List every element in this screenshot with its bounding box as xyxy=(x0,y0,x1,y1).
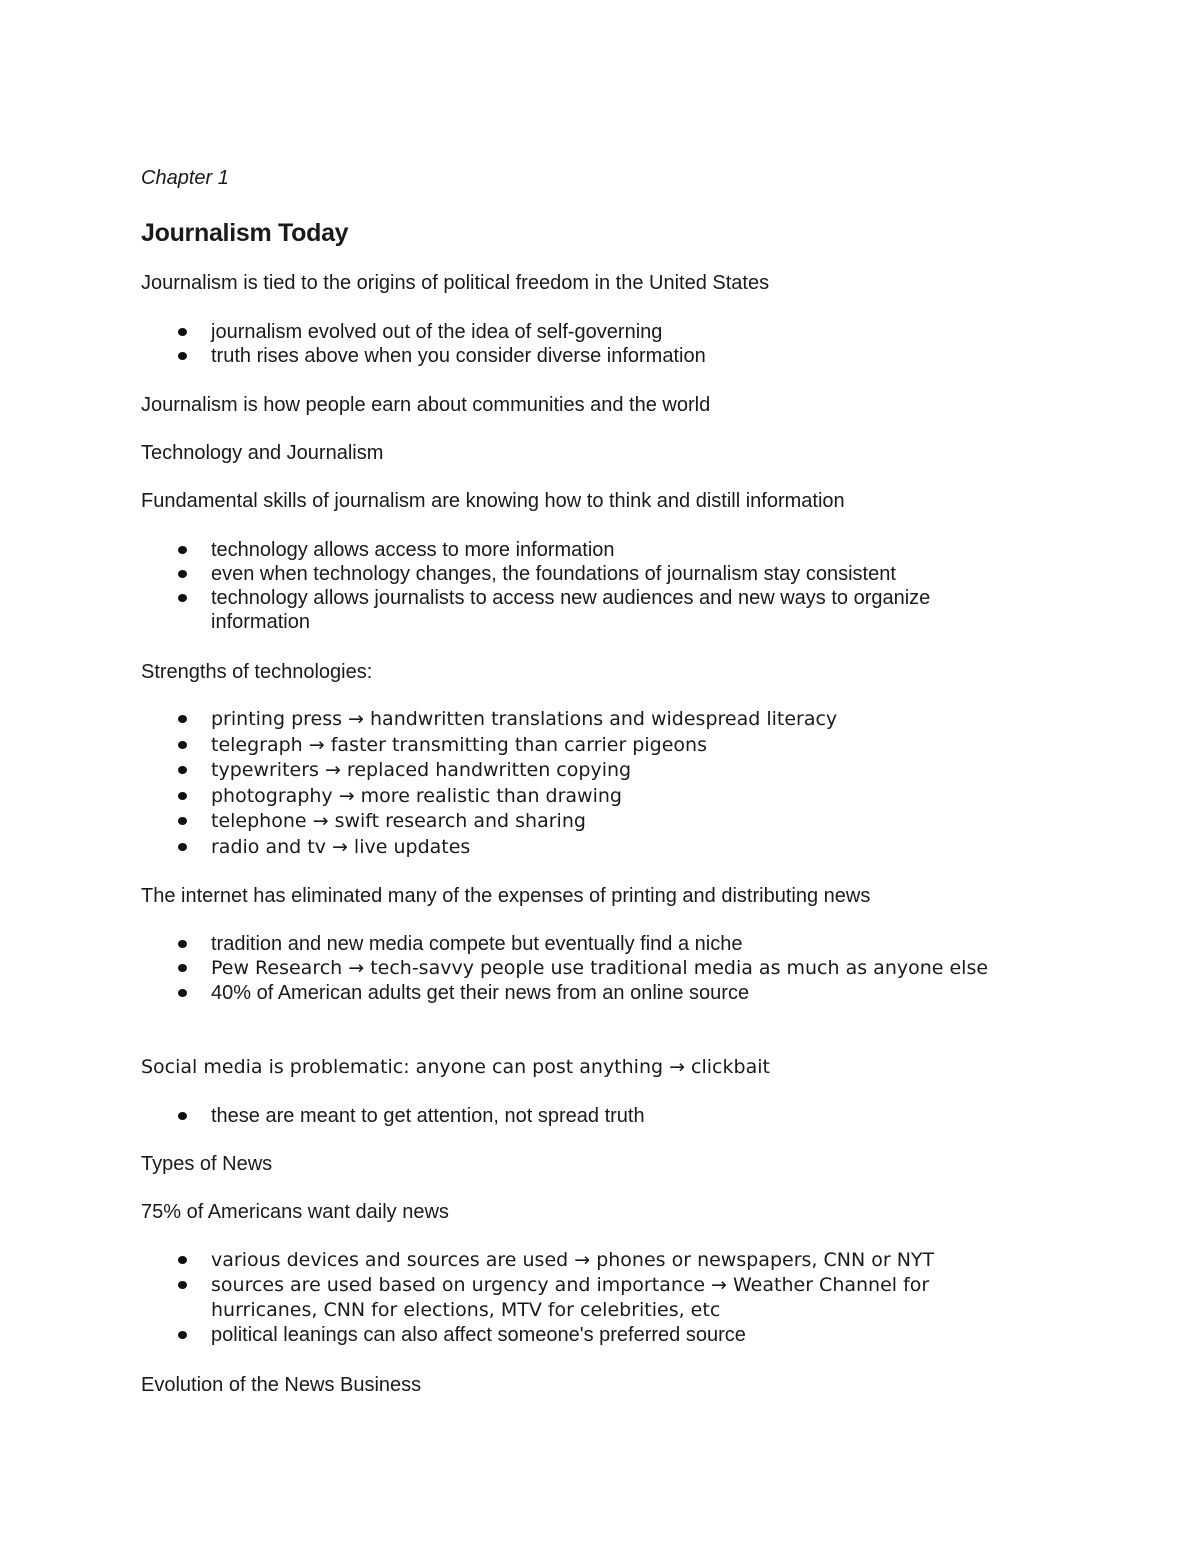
bullet-icon xyxy=(178,546,187,554)
list-item: typewriters → replaced handwritten copying xyxy=(0,758,1200,784)
list-item: technology allows access to more information xyxy=(0,538,1200,562)
list-item: technology allows journalists to access new audiences and new ways to organize information xyxy=(0,586,1200,634)
list-item: tradition and new media compete but eventually find a niche xyxy=(0,932,1200,956)
bullet-icon xyxy=(178,715,187,723)
bullet-list-social-media xyxy=(0,1104,1200,1128)
page-title: Journalism Today xyxy=(141,219,349,247)
bullet-list-sources xyxy=(0,1248,1200,1347)
bullet-icon xyxy=(178,843,187,851)
bullet-icon xyxy=(178,817,187,825)
bullet-icon xyxy=(178,328,187,336)
bullet-icon xyxy=(178,1112,187,1120)
list-item: telegraph → faster transmitting than carrier pigeons xyxy=(0,733,1200,759)
bullet-list-internet xyxy=(0,932,1200,1005)
chapter-label: Chapter 1 xyxy=(141,167,229,189)
list-item: these are meant to get attention, not spread truth xyxy=(0,1104,1200,1128)
bullet-icon xyxy=(178,570,187,578)
list-item: political leanings can also affect someone's preferred source xyxy=(0,1323,1200,1347)
bullet-icon xyxy=(178,940,187,948)
paragraph-political-freedom: Journalism is tied to the origins of political freedom in the United States xyxy=(141,272,770,294)
paragraph-daily-news: 75% of Americans want daily news xyxy=(141,1201,449,1223)
section-heading-types-of-news: Types of News xyxy=(141,1153,273,1175)
list-item: printing press → handwritten translations and widespread literacy xyxy=(0,707,1200,733)
list-item: photography → more realistic than drawing xyxy=(0,784,1200,810)
bullet-icon xyxy=(178,1281,187,1289)
bullet-icon xyxy=(178,1256,187,1264)
list-item: sources are used based on urgency and importance → Weather Channel for hurricanes, CNN for elections, MTV for celebrities, etc xyxy=(0,1273,1200,1323)
bullet-icon xyxy=(178,741,187,749)
bullet-icon xyxy=(178,1331,187,1339)
bullet-icon xyxy=(178,594,187,602)
list-item: truth rises above when you consider diverse information xyxy=(0,344,1200,368)
list-item: radio and tv → live updates xyxy=(0,835,1200,861)
bullet-icon xyxy=(178,792,187,800)
bullet-list-strengths xyxy=(0,707,1200,860)
list-item: journalism evolved out of the idea of self-governing xyxy=(0,320,1200,344)
paragraph-fundamental-skills: Fundamental skills of journalism are knowing how to think and distill information xyxy=(141,490,845,512)
paragraph-social-media: Social media is problematic: anyone can post anything → clickbait xyxy=(141,1056,770,1078)
paragraph-communities: Journalism is how people earn about communities and the world xyxy=(141,394,711,416)
list-item: even when technology changes, the foundations of journalism stay consistent xyxy=(0,562,1200,586)
list-item: Pew Research → tech-savvy people use traditional media as much as anyone else xyxy=(0,956,1200,981)
list-item: 40% of American adults get their news from an online source xyxy=(0,981,1200,1005)
bullet-icon xyxy=(178,964,187,972)
paragraph-strengths: Strengths of technologies: xyxy=(141,661,373,683)
bullet-icon xyxy=(178,352,187,360)
section-heading-evolution: Evolution of the News Business xyxy=(141,1374,422,1396)
bullet-list-origins xyxy=(0,320,1200,368)
bullet-list-technology xyxy=(0,538,1200,634)
list-item: telephone → swift research and sharing xyxy=(0,809,1200,835)
bullet-icon xyxy=(178,989,187,997)
bullet-icon xyxy=(178,766,187,774)
list-item: various devices and sources are used → phones or newspapers, CNN or NYT xyxy=(0,1248,1200,1273)
section-heading-technology: Technology and Journalism xyxy=(141,442,384,464)
paragraph-internet: The internet has eliminated many of the expenses of printing and distributing news xyxy=(141,885,871,907)
